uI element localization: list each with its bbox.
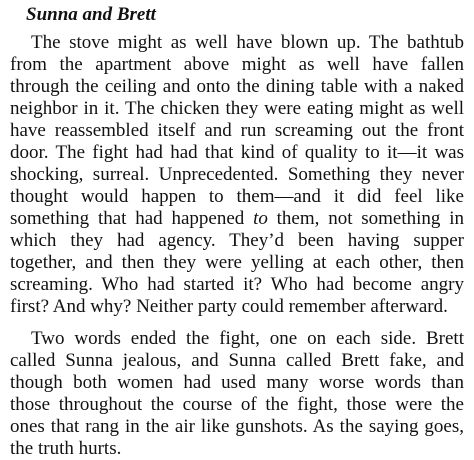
paragraph-2: [10, 328, 464, 460]
section-heading: Sunna and Brett: [26, 4, 156, 25]
paragraph-1-text-b: them, not something in which they had agency. They’d been having supper together, and then they were yelling at each other, then screaming. Who had started it? Who had become angry first? And why? Neither party could remember afterward.: [10, 208, 465, 317]
paragraph-2-text: Two words ended the fight, one on each side. Brett called Sunna jealous, and Sunna called Brett fake, and though both women had used many worse words than those throughout the course of the fight, those were the ones that rang in the air like gunshots. As the saying goes, the truth hurts.: [10, 328, 464, 459]
paragraph-1-text-a: The stove might as well have blown up. The bathtub from the apartment above might as well have fallen through the ceiling and onto the dining table with a naked neighbor in it. The chicken they were eating might as well have reassembled itself and run screaming out the front door. The fight had had that kind of quality to it—it was shocking, surreal. Unprecedented. Something they never thought would happen to them—and it did feel like something that had happened: [10, 32, 464, 229]
paragraph-1-emphasis: to: [253, 208, 268, 229]
paragraph-1: [10, 32, 464, 318]
